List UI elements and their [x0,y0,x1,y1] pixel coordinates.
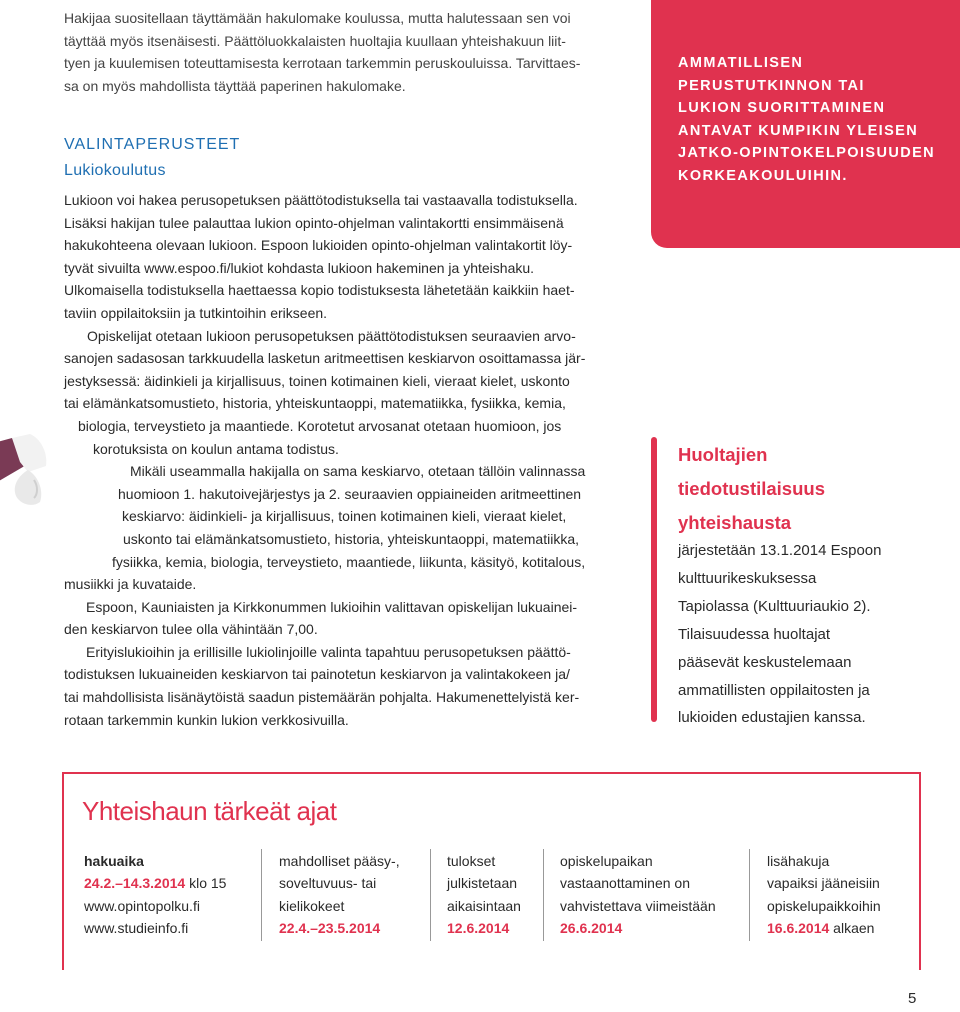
dates-column-results [447,850,521,940]
date-label: hakuaika [84,853,144,869]
date-value: 24.2.–14.3.2014 [84,875,186,892]
date-label: aikaisintaan [447,897,521,914]
info-body-line: Tilaisuudessa huoltajat [678,625,831,643]
column-divider [749,849,750,941]
body-line: tai mahdollisista lisänäytöistä saadun pistemäärän pohjalta. Hakumenettelyistä ker- [64,689,580,706]
info-body [678,537,882,732]
date-value: 26.6.2014 [560,920,623,937]
date-label: tulokset [447,853,496,869]
body-line: sanojen sadasosan tarkkuudella lasketun aritmeettisen keskiarvon osoittamassa jär- [64,350,586,367]
hand-photo [0,432,70,510]
date-time: klo 15 [185,875,227,892]
callout-box [651,0,960,248]
date-label: vastaanottaminen on [560,875,690,892]
info-accent-bar [651,437,657,722]
column-divider [261,849,262,941]
body-line: tai elämänkatsomustieto, historia, yhteiskuntaoppi, matematiikka, fysiikka, kemia, [64,395,566,412]
callout-line: KORKEAKOULUIHIN. [678,167,848,184]
info-body-line: ammatillisten oppilaitosten ja [678,681,870,699]
dates-title: Yhteishaun tärkeät ajat [82,796,337,826]
body-line: jestyksessä: äidinkieli ja kirjallisuus, toinen kotimainen kieli, vieraat kielet, uskonto [64,372,570,389]
body-line: keskiarvo: äidinkieli- ja kirjallisuus, toinen kotimainen kieli, vieraat kielet, [122,508,567,525]
body-line: Espoon, Kauniaisten ja Kirkkonummen lukioihin valittavan opiskelijan lukuainei- [86,598,578,615]
date-suffix: alkaen [829,920,875,937]
date-label: opiskelupaikkoihin [767,897,881,914]
date-label: mahdolliset pääsy-, [279,853,400,869]
body-line: uskonto tai elämänkatsomustieto, historia, yhteiskuntaoppi, matematiikka, [123,530,580,547]
body-line: tyvät sivuilta www.espoo.fi/lukiot kohdasta lukioon hakeminen ja yhteishaku. [64,259,535,276]
body-line: Erityislukioihin ja erillisille lukiolinjoille valinta tapahtuu perusopetuksen päättö- [86,643,571,660]
date-line [767,917,881,939]
callout-line: LUKION SUORITTAMINEN [678,100,886,117]
body-line: musiikki ja kuvataide. [64,576,197,593]
date-label: vahvistettava viimeistään [560,897,716,914]
date-label: lisähakuja [767,853,830,869]
intro-line: tyen ja kuulemisen toteuttamisesta kerrotaan tarkemmin peruskouluissa. Tarvittaes- [64,55,581,72]
info-body-line: kulttuurikeskuksessa [678,569,817,587]
callout-text [678,52,935,188]
dates-column-acceptance [560,850,716,940]
intro-line: täyttää myös itsenäisesti. Päättöluokkalaisten huoltajia kuullaan yhteishakuun liit- [64,32,566,49]
date-value: 12.6.2014 [447,920,510,937]
date-label: opiskelupaikan [560,853,653,869]
date-line [84,872,226,894]
intro-line: sa on myös mahdollista täyttää paperinen hakulomake. [64,77,406,94]
body-line: Mikäli useammalla hakijalla on sama keskiarvo, otetaan tällöin valinnassa [130,463,586,480]
body-line: Lisäksi hakijan tulee palauttaa lukion opinto-ohjelman valintakortti ensimmäisenä [64,214,564,231]
intro-paragraph [64,7,580,97]
body-line: todistuksen lukuaineiden keskiarvon tai painotetun keskiarvon ja valintakokeen ja/ [64,666,570,683]
column-divider [430,849,431,941]
body-line: fysiikka, kemia, biologia, terveystieto, maantiede, liikunta, käsityö, kotitalous, [112,553,586,570]
body-line: korotuksista on koulun antama todistus. [93,440,339,457]
link-studieinfo[interactable]: www.studieinfo.fi [84,920,189,937]
info-body-line: järjestetään 13.1.2014 Espoon [678,542,882,559]
link-opintopolku[interactable]: www.opintopolku.fi [84,897,200,914]
callout-line: ANTAVAT KUMPIKIN YLEISEN [678,122,919,139]
callout-line: PERUSTUTKINNON TAI [678,77,865,94]
info-body-line: pääsevät keskustelemaan [678,653,852,671]
body-line: Lukioon voi hakea perusopetuksen päättötodistuksella tai vastaavalla todistuksella. [64,192,578,208]
body-line: taviin oppilaitoksiin ja tutkintoihin erikseen. [64,304,328,321]
date-label: kielikokeet [279,897,345,914]
body-text [64,189,585,731]
info-title-line: Huoltajien [678,444,768,465]
body-line: Ulkomaisella todistuksella haettaessa kopio todistuksesta lähetetään kaikkiin haet- [64,282,575,299]
column-divider [543,849,544,941]
info-title-line: tiedotustilaisuus [678,478,825,499]
callout-line: AMMATILLISEN [678,55,804,71]
date-label: vapaiksi jääneisiin [767,875,880,892]
body-line: hakukohteena olevaan lukioon. Espoon lukioiden opinto-ohjelman valintakortit löy- [64,237,573,254]
callout-line: JATKO-OPINTOKELPOISUUDEN [678,145,936,162]
dates-column-exams [279,850,400,940]
date-value: 16.6.2014 [767,920,830,937]
dates-column-application [84,850,226,940]
body-line: Opiskelijat otetaan lukioon perusopetuksen päättötodistuksen seuraavien arvo- [87,327,576,344]
section-heading: VALINTAPERUSTEET [64,136,241,153]
body-line: huomioon 1. hakutoivejärjestys ja 2. seuraavien oppiaineiden aritmeettinen [118,485,582,502]
body-line: rotaan tarkemmin kunkin lukion verkkosivuilla. [64,711,349,728]
info-title-line: yhteishausta [678,512,792,533]
info-body-line: Tapiolassa (Kulttuuriaukio 2). [678,597,871,615]
section-subheading: Lukiokoulutus [64,162,166,179]
dates-column-supplementary [767,850,881,940]
intro-line: Hakijaa suositellaan täyttämään hakulomake koulussa, mutta halutessaan sen voi [64,10,571,26]
date-label: soveltuvuus- tai [279,875,377,892]
body-line: biologia, terveystieto ja maantiede. Korotetut arvosanat otetaan huomioon, jos [78,417,562,434]
page-number: 5 [908,990,917,1007]
date-value: 22.4.–23.5.2014 [279,920,381,937]
date-label: julkistetaan [447,875,518,892]
body-line: den keskiarvon tulee olla vähintään 7,00. [64,621,318,638]
info-title [678,438,825,540]
info-body-line: lukioiden edustajien kanssa. [678,709,866,727]
